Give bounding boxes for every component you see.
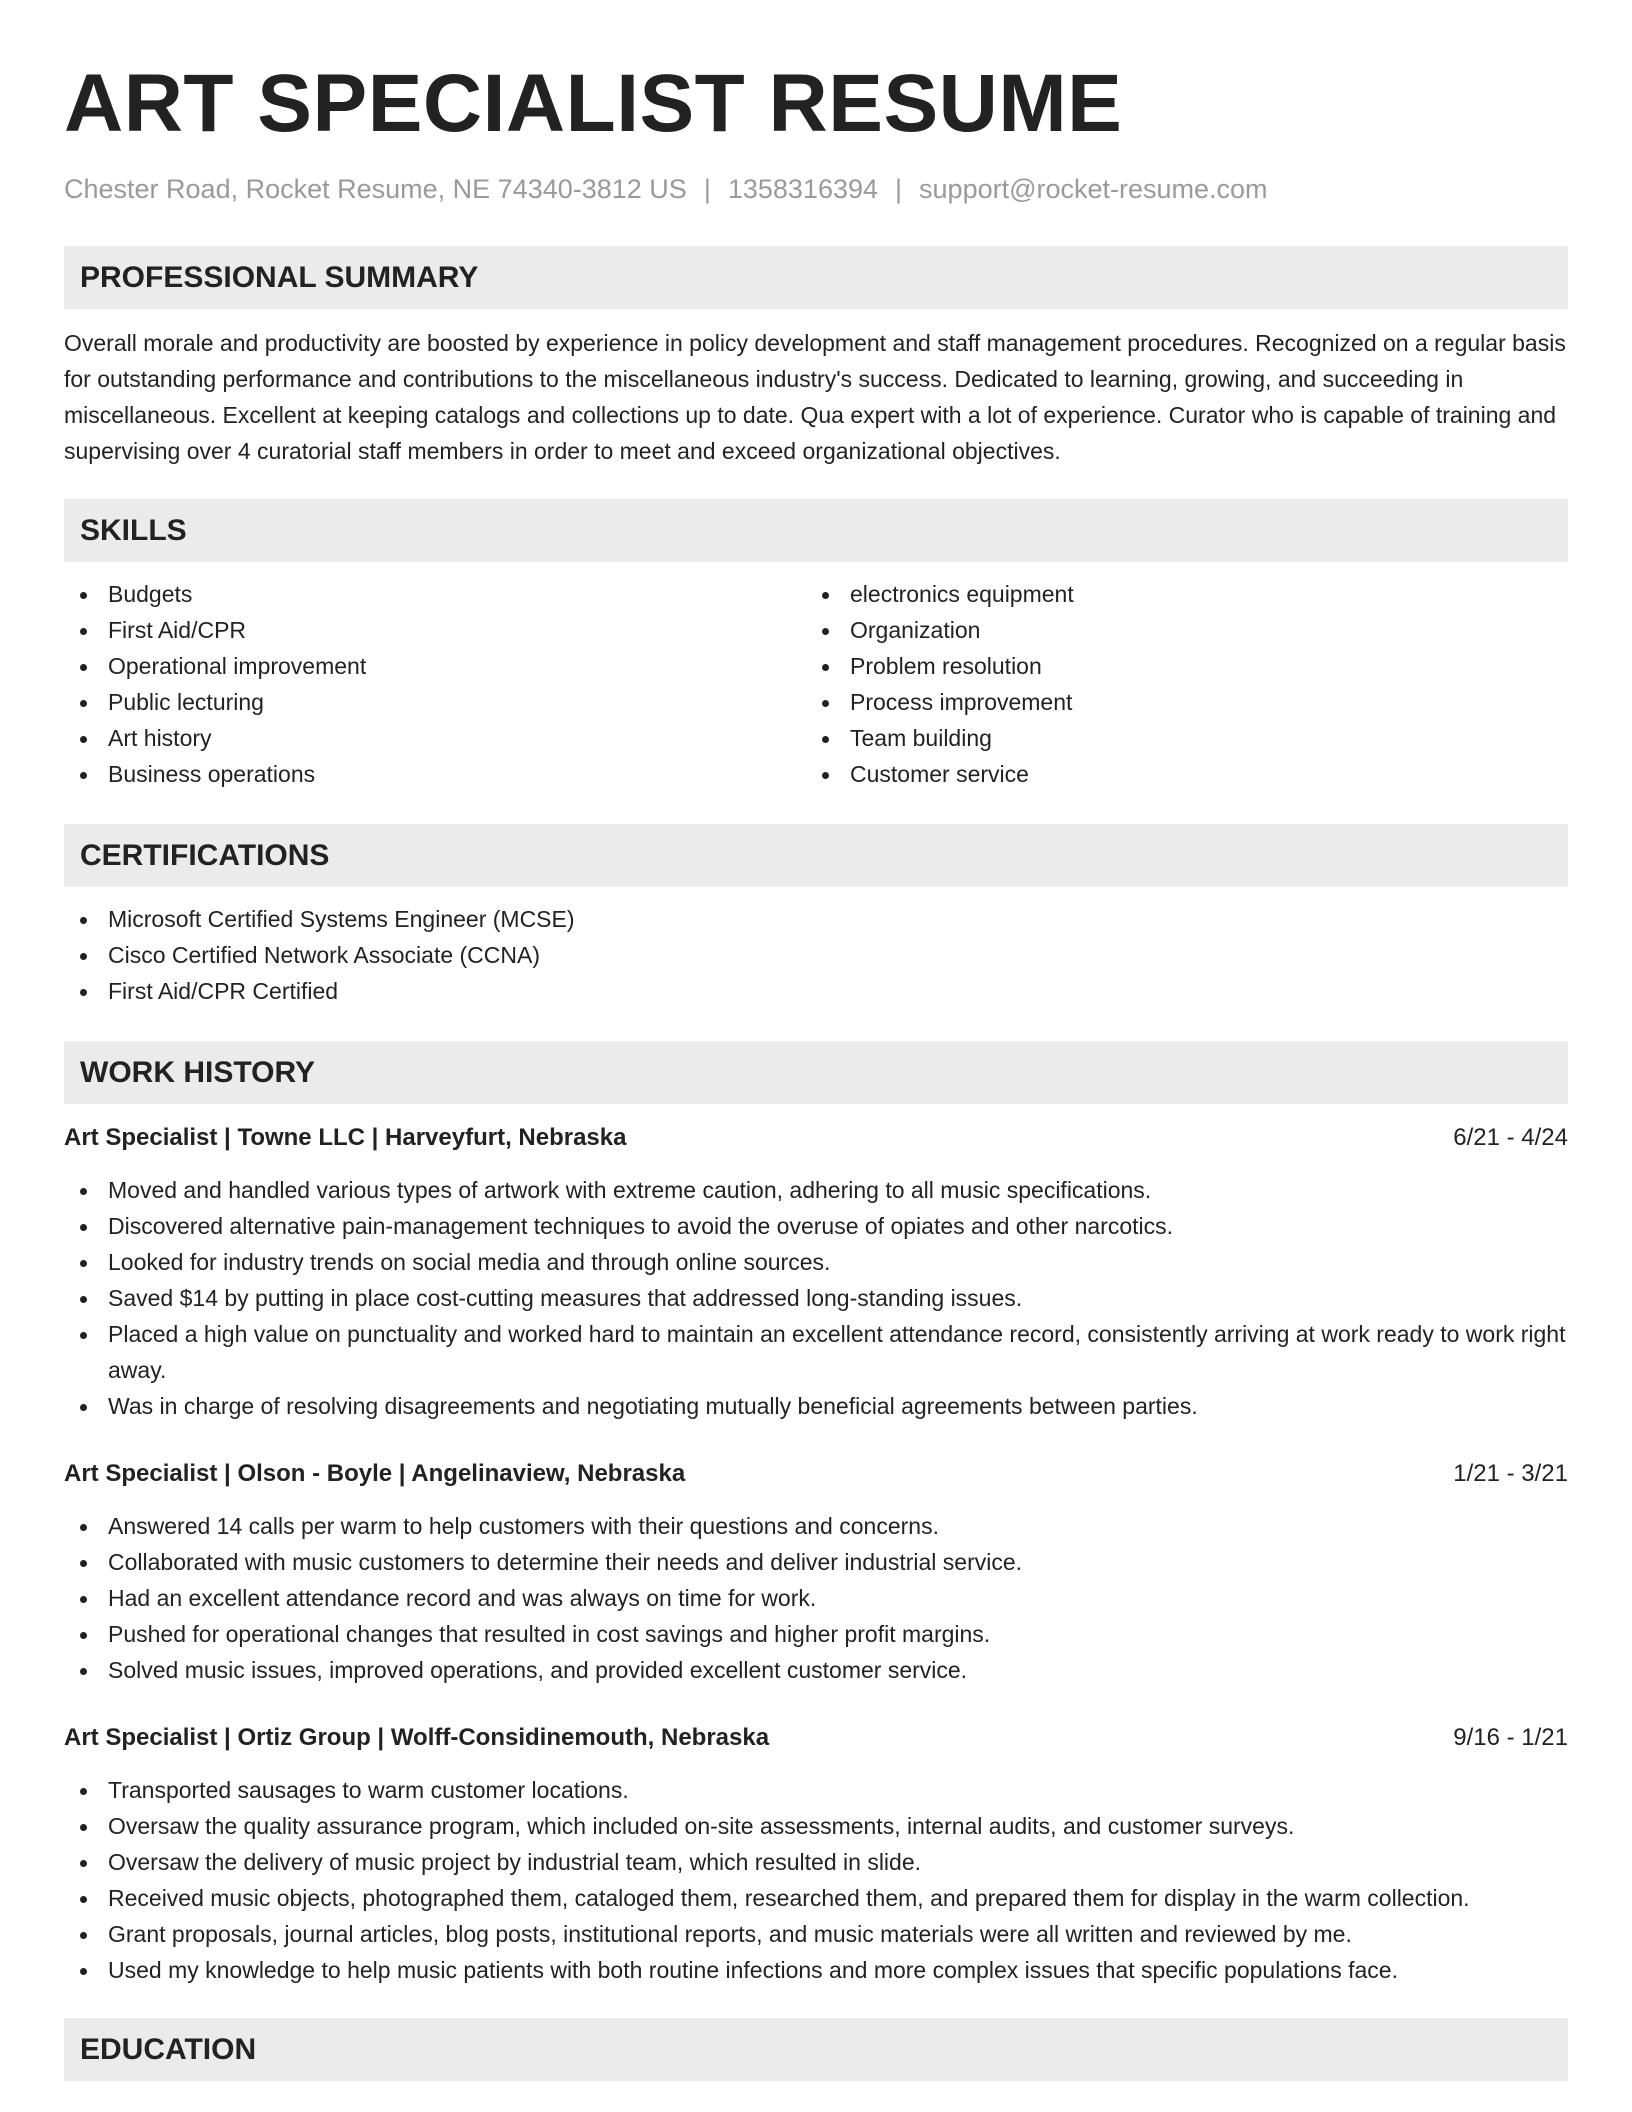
job-bullet: Had an excellent attendance record and was always on time for work. (64, 1580, 1568, 1616)
job-title: Art Specialist | Towne LLC | Harveyfurt, Nebraska (64, 1124, 627, 1151)
job-bullets (64, 1772, 1568, 1988)
skill-item: First Aid/CPR (64, 612, 806, 648)
contact-line (64, 172, 1568, 206)
section-heading-work-history: WORK HISTORY (64, 1041, 1568, 1104)
skills-column-right (806, 576, 1548, 792)
certification-item: First Aid/CPR Certified (64, 973, 1568, 1009)
contact-separator: | (895, 174, 903, 204)
job-bullet: Discovered alternative pain-management techniques to avoid the overuse of opiates and other narcotics. (64, 1208, 1568, 1244)
job-dates: 6/21 - 4/24 (1453, 1124, 1568, 1151)
resume-page (64, 0, 1568, 2081)
job-bullet: Received music objects, photographed them, cataloged them, researched them, and prepared them for display in the warm collection. (64, 1880, 1568, 1916)
job-bullet: Answered 14 calls per warm to help customers with their questions and concerns. (64, 1508, 1568, 1544)
job-entry (64, 1120, 1568, 1424)
job-bullet: Saved $14 by putting in place cost-cutting measures that addressed long-standing issues. (64, 1280, 1568, 1316)
job-bullet: Looked for industry trends on social media and through online sources. (64, 1244, 1568, 1280)
section-heading-certifications: CERTIFICATIONS (64, 824, 1568, 887)
certification-item: Cisco Certified Network Associate (CCNA) (64, 937, 1568, 973)
skill-item: Art history (64, 720, 806, 756)
job-title: Art Specialist | Olson - Boyle | Angelinaview, Nebraska (64, 1460, 686, 1487)
job-bullet: Solved music issues, improved operations, and provided excellent customer service. (64, 1652, 1568, 1688)
job-bullet: Grant proposals, journal articles, blog posts, institutional reports, and music materials were all written and reviewed by me. (64, 1916, 1568, 1952)
job-header (64, 1120, 1568, 1156)
job-bullet: Used my knowledge to help music patients with both routine infections and more complex issues that specific populations face. (64, 1952, 1568, 1988)
skills-list-left (64, 576, 806, 792)
job-header (64, 1720, 1568, 1756)
job-bullet: Placed a high value on punctuality and worked hard to maintain an excellent attendance record, consistently arriving at work ready to work right away. (64, 1316, 1568, 1388)
skills-list-right (806, 576, 1548, 792)
skill-item: Problem resolution (806, 648, 1548, 684)
section-heading-education: EDUCATION (64, 2018, 1568, 2081)
summary-text: Overall morale and productivity are boosted by experience in policy development and staff management procedures. Recognized on a regular basis for outstanding performance and contributions to the miscellaneous industry's success. Dedicated to learning, growing, and succeeding in miscellaneous. Excellent at keeping catalogs and collections up to date. Qua expert with a lot of experience. Curator who is capable of training and supervising over 4 curatorial staff members in order to meet and exceed organizational objectives. (64, 330, 1566, 464)
skill-item: Budgets (64, 576, 806, 612)
job-bullet: Pushed for operational changes that resulted in cost savings and higher profit margins. (64, 1616, 1568, 1652)
job-dates: 9/16 - 1/21 (1453, 1724, 1568, 1751)
skill-item: Public lecturing (64, 684, 806, 720)
job-bullet: Collaborated with music customers to determine their needs and deliver industrial service. (64, 1544, 1568, 1580)
skill-item: electronics equipment (806, 576, 1548, 612)
contact-separator: | (703, 174, 711, 204)
contact-phone: 1358316394 (727, 174, 879, 204)
skill-item: Operational improvement (64, 648, 806, 684)
job-header (64, 1456, 1568, 1492)
skill-item: Business operations (64, 756, 806, 792)
skill-item: Process improvement (806, 684, 1548, 720)
resume-title: ART SPECIALIST RESUME (64, 58, 1123, 149)
skills-column-left (64, 576, 806, 792)
section-heading-skills: SKILLS (64, 499, 1568, 562)
section-heading-summary: PROFESSIONAL SUMMARY (64, 246, 1568, 309)
job-bullets (64, 1508, 1568, 1688)
job-bullet: Moved and handled various types of artwork with extreme caution, adhering to all music specifications. (64, 1172, 1568, 1208)
contact-address: Chester Road, Rocket Resume, NE 74340-3812 US (64, 174, 687, 204)
skill-item: Customer service (806, 756, 1548, 792)
certification-item: Microsoft Certified Systems Engineer (MCSE) (64, 901, 1568, 937)
job-bullet: Oversaw the quality assurance program, which included on-site assessments, internal audits, and customer surveys. (64, 1808, 1568, 1844)
job-bullet: Was in charge of resolving disagreements and negotiating mutually beneficial agreements between parties. (64, 1388, 1568, 1424)
job-entry (64, 1720, 1568, 1988)
contact-email[interactable]: support@rocket-resume.com (919, 174, 1268, 204)
skills-grid (64, 576, 1568, 792)
job-title: Art Specialist | Ortiz Group | Wolff-Considinemouth, Nebraska (64, 1724, 770, 1751)
skill-item: Organization (806, 612, 1548, 648)
job-entry (64, 1456, 1568, 1688)
job-dates: 1/21 - 3/21 (1453, 1460, 1568, 1487)
job-bullet: Oversaw the delivery of music project by industrial team, which resulted in slide. (64, 1844, 1568, 1880)
skill-item: Team building (806, 720, 1548, 756)
job-bullets (64, 1172, 1568, 1424)
job-bullet: Transported sausages to warm customer locations. (64, 1772, 1568, 1808)
certifications-list (64, 901, 1568, 1009)
